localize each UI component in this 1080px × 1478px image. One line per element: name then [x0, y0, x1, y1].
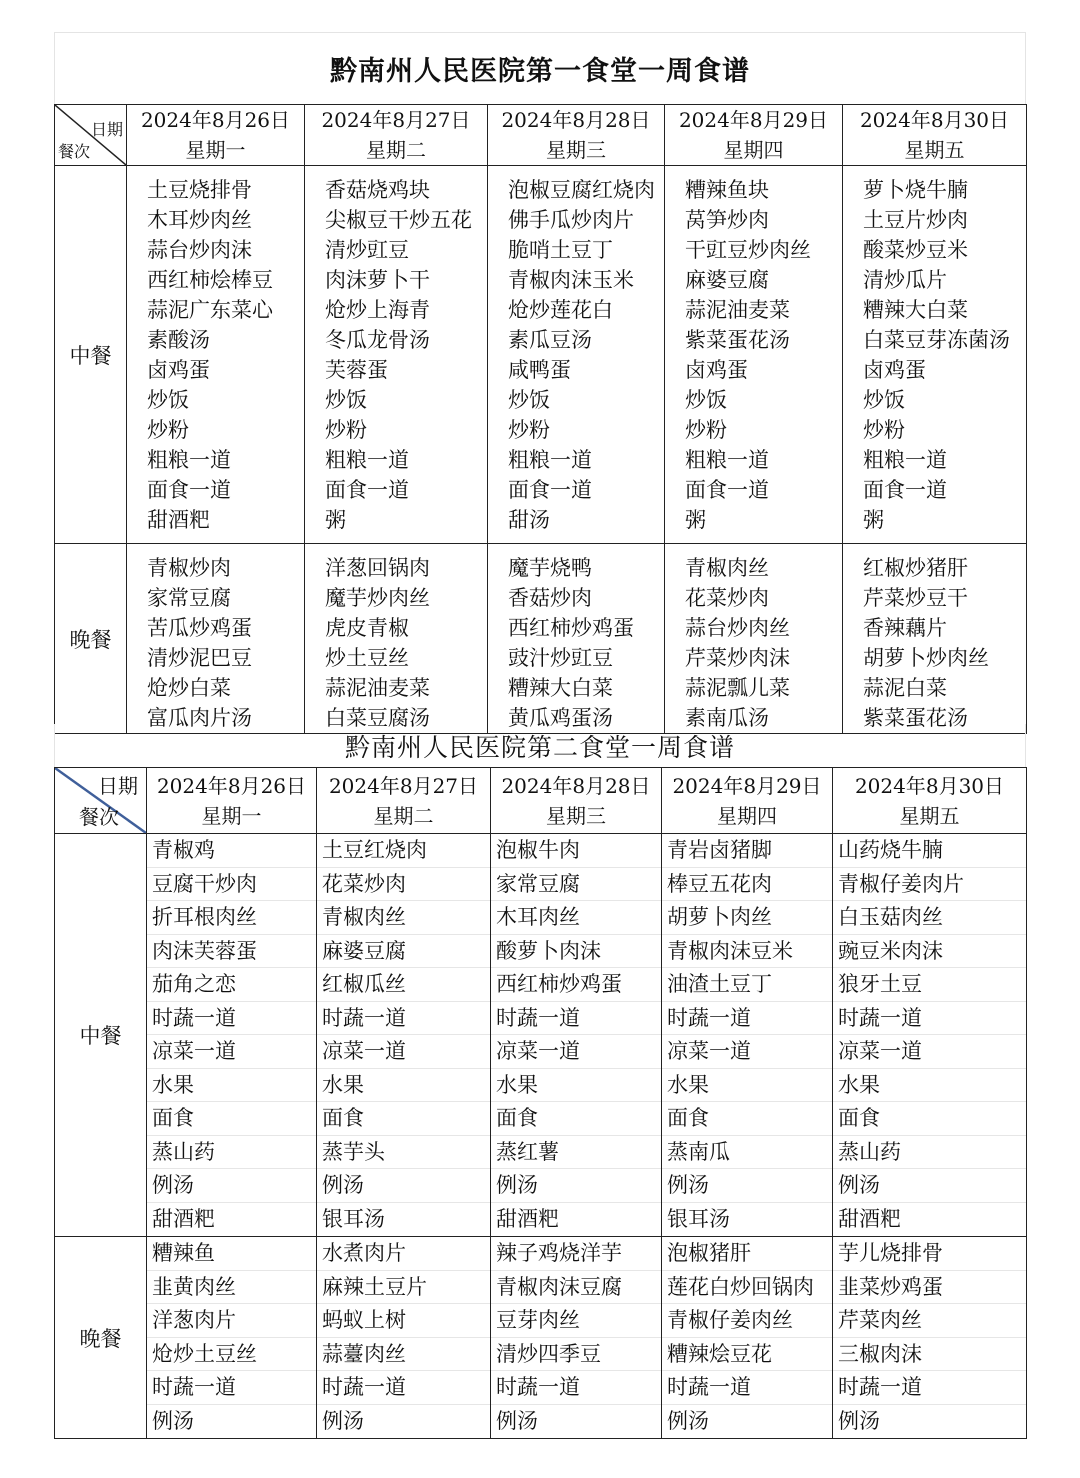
canteen2-menu-table	[54, 767, 1027, 1439]
day-header	[488, 105, 665, 166]
day-date: 2024年8月30日	[854, 773, 1005, 798]
menu-item: 炒饭	[508, 388, 550, 412]
menu-item: 蒸芋头	[317, 1136, 490, 1170]
menu-item: 青椒肉沫豆腐	[491, 1271, 661, 1305]
menu-item: 三椒肉沫	[833, 1338, 1026, 1372]
menu-item: 清炒瓜片	[863, 268, 947, 292]
canteen1-title: 黔南州人民医院第一食堂一周食谱	[54, 32, 1026, 104]
menu-item: 面食	[147, 1102, 316, 1136]
menu-cell	[317, 834, 491, 1237]
menu-item: 面食一道	[508, 478, 592, 502]
menu-item: 豉汁炒豇豆	[508, 646, 613, 670]
menu-cell	[843, 544, 1027, 734]
corner-date-label: 日期	[90, 120, 123, 139]
day-date: 2024年8月26日	[156, 773, 307, 798]
menu-item: 时蔬一道	[317, 1002, 490, 1036]
menu-item: 蒸南瓜	[662, 1136, 832, 1170]
menu-item: 凉菜一道	[147, 1035, 316, 1069]
menu-item: 辣子鸡烧洋芋	[491, 1237, 661, 1271]
day-weekday: 星期四	[717, 803, 777, 828]
menu-item: 干豇豆炒肉丝	[685, 238, 811, 262]
lunch-label: 中餐	[55, 834, 147, 1237]
menu-item: 炝炒莲花白	[508, 298, 613, 322]
menu-item: 棒豆五花肉	[662, 868, 832, 902]
day-date: 2024年8月26日	[140, 108, 291, 132]
canteen2-header-row	[55, 768, 1027, 834]
canteen1-lunch-row	[55, 166, 1027, 544]
menu-item: 芹菜炒豆干	[863, 586, 968, 610]
menu-item: 清炒泥巴豆	[147, 646, 252, 670]
menu-item: 水果	[833, 1069, 1026, 1103]
day-header	[843, 105, 1027, 166]
menu-item: 魔芋炒肉丝	[325, 586, 430, 610]
menu-item: 例汤	[833, 1169, 1026, 1203]
day-weekday: 星期五	[899, 803, 960, 828]
menu-cell	[127, 166, 305, 544]
menu-item: 蒜泥白菜	[863, 676, 947, 700]
menu-item: 面食	[833, 1102, 1026, 1136]
menu-item: 凉菜一道	[491, 1035, 661, 1069]
menu-item: 水果	[491, 1069, 661, 1103]
day-header	[665, 105, 843, 166]
menu-item: 脆哨土豆丁	[508, 238, 613, 262]
menu-item: 甜酒粑	[152, 1206, 215, 1231]
menu-cell	[491, 834, 662, 1237]
menu-item: 土豆红烧肉	[317, 834, 490, 868]
day-weekday: 星期四	[723, 138, 784, 162]
menu-item: 例汤	[317, 1169, 490, 1203]
menu-item: 蒸山药	[147, 1136, 316, 1170]
menu-item: 糟辣鱼	[147, 1237, 316, 1271]
menu-item: 凉菜一道	[833, 1035, 1026, 1069]
canteen1-menu-table	[54, 104, 1027, 734]
menu-item: 粗粮一道	[508, 448, 592, 472]
menu-cell	[665, 544, 843, 734]
menu-item: 粗粮一道	[685, 448, 769, 472]
menu-item: 例汤	[838, 1408, 880, 1433]
menu-item: 例汤	[667, 1408, 709, 1433]
day-date: 2024年8月29日	[672, 773, 822, 798]
canteen1-header-row	[55, 105, 1027, 166]
menu-item: 糟辣鱼块	[685, 178, 769, 202]
menu-item: 花菜炒肉	[685, 586, 769, 610]
menu-item: 芙蓉蛋	[325, 358, 388, 382]
dinner-label: 晚餐	[55, 1237, 147, 1439]
day-date: 2024年8月29日	[678, 108, 829, 132]
menu-item: 白菜豆腐汤	[325, 706, 430, 730]
menu-item: 面食	[662, 1102, 832, 1136]
menu-item: 炒粉	[685, 418, 727, 442]
menu-item: 虎皮青椒	[325, 616, 409, 640]
menu-item: 青椒炒肉	[147, 556, 231, 580]
menu-item: 韭菜炒鸡蛋	[833, 1271, 1026, 1305]
menu-item: 紫菜蛋花汤	[685, 328, 790, 352]
menu-item: 面食一道	[863, 478, 947, 502]
menu-item: 豆腐干炒肉	[147, 868, 316, 902]
menu-item: 酸萝卜肉沫	[491, 935, 661, 969]
day-header	[662, 768, 833, 834]
menu-item: 麻婆豆腐	[685, 268, 769, 292]
menu-item: 蒜薹肉丝	[317, 1338, 490, 1372]
menu-item: 炒饭	[325, 388, 367, 412]
menu-item: 蒜泥瓢儿菜	[685, 676, 790, 700]
menu-item: 糟辣大白菜	[863, 298, 968, 322]
day-header	[127, 105, 305, 166]
menu-item: 苦瓜炒鸡蛋	[147, 616, 252, 640]
menu-item: 面食一道	[147, 478, 231, 502]
menu-item: 素瓜豆汤	[508, 328, 592, 352]
menu-cell	[147, 1237, 317, 1439]
menu-item: 西红柿烩棒豆	[147, 268, 273, 292]
menu-item: 佛手瓜炒肉片	[508, 208, 634, 232]
dinner-label: 晚餐	[55, 544, 127, 734]
day-weekday: 星期一	[185, 138, 246, 162]
menu-item: 狼牙土豆	[833, 968, 1026, 1002]
menu-item: 时蔬一道	[833, 1002, 1026, 1036]
menu-cell	[305, 544, 488, 734]
menu-item: 粗粮一道	[147, 448, 231, 472]
menu-item: 粗粮一道	[863, 448, 947, 472]
menu-item: 面食	[491, 1102, 661, 1136]
menu-item: 青椒肉沫玉米	[508, 268, 634, 292]
menu-item: 面食一道	[325, 478, 409, 502]
menu-item: 时蔬一道	[491, 1002, 661, 1036]
menu-item: 白玉菇肉丝	[833, 901, 1026, 935]
menu-item: 木耳肉丝	[491, 901, 661, 935]
canteen1-dinner-row	[55, 544, 1027, 734]
menu-item: 冬瓜龙骨汤	[325, 328, 430, 352]
menu-cell	[305, 166, 488, 544]
menu-item: 泡椒豆腐红烧肉	[508, 178, 655, 202]
menu-item: 豌豆米肉沫	[833, 935, 1026, 969]
corner-meal-label: 餐次	[58, 142, 91, 161]
menu-item: 土豆烧排骨	[147, 178, 252, 202]
menu-item: 黄瓜鸡蛋汤	[508, 706, 613, 730]
menu-item: 炒饭	[147, 388, 189, 412]
menu-item: 蒸山药	[833, 1136, 1026, 1170]
menu-item: 时蔬一道	[147, 1371, 316, 1405]
menu-item: 胡萝卜炒肉丝	[863, 646, 989, 670]
menu-item: 炒粉	[147, 418, 189, 442]
menu-cell	[488, 166, 665, 544]
menu-item: 莲花白炒回锅肉	[662, 1271, 832, 1305]
menu-item: 炒粉	[508, 418, 550, 442]
menu-item: 例汤	[152, 1408, 194, 1433]
menu-item: 魔芋烧鸭	[508, 556, 592, 580]
menu-cell	[662, 834, 833, 1237]
canteen2-lunch-row	[55, 834, 1027, 1237]
menu-cell	[491, 1237, 662, 1439]
menu-item: 清炒豇豆	[325, 238, 409, 262]
menu-item: 水煮肉片	[317, 1237, 490, 1271]
menu-item: 西红柿炒鸡蛋	[491, 968, 661, 1002]
menu-item: 时蔬一道	[317, 1371, 490, 1405]
menu-item: 山药烧牛腩	[833, 834, 1026, 868]
menu-item: 时蔬一道	[147, 1002, 316, 1036]
menu-item: 甜酒粑	[838, 1206, 901, 1231]
menu-item: 银耳汤	[322, 1206, 385, 1231]
menu-item: 蒜泥油麦菜	[685, 298, 790, 322]
menu-cell	[127, 544, 305, 734]
menu-item: 家常豆腐	[147, 586, 231, 610]
menu-item: 卤鸡蛋	[863, 358, 926, 382]
menu-item: 清炒四季豆	[491, 1338, 661, 1372]
day-weekday: 星期三	[546, 138, 606, 162]
menu-item: 莴笋炒肉	[685, 208, 769, 232]
menu-item: 银耳汤	[667, 1206, 730, 1231]
menu-item: 炝炒白菜	[147, 676, 231, 700]
day-weekday: 星期五	[904, 138, 965, 162]
menu-item: 折耳根肉丝	[147, 901, 316, 935]
canteen1-corner-cell	[55, 105, 127, 166]
menu-item: 豆芽肉丝	[491, 1304, 661, 1338]
menu-item: 卤鸡蛋	[147, 358, 210, 382]
menu-item: 洋葱回锅肉	[325, 556, 430, 580]
menu-item: 青椒仔姜肉片	[833, 868, 1026, 902]
menu-item: 例汤	[662, 1169, 832, 1203]
menu-item: 青岩卤猪脚	[662, 834, 832, 868]
menu-item: 茄角之恋	[147, 968, 316, 1002]
menu-item: 例汤	[147, 1169, 316, 1203]
menu-item: 西红柿炒鸡蛋	[508, 616, 634, 640]
menu-cell	[843, 166, 1027, 544]
menu-cell	[662, 1237, 833, 1439]
day-header	[317, 768, 491, 834]
menu-item: 炒饭	[685, 388, 727, 412]
menu-item: 卤鸡蛋	[685, 358, 748, 382]
corner-date-label: 日期	[98, 774, 138, 798]
day-weekday: 星期二	[366, 138, 426, 162]
menu-item: 萝卜烧牛腩	[863, 178, 968, 202]
menu-item: 芋儿烧排骨	[833, 1237, 1026, 1271]
menu-item: 肉沫芙蓉蛋	[147, 935, 316, 969]
menu-item: 蒜泥油麦菜	[325, 676, 430, 700]
menu-item: 粗粮一道	[325, 448, 409, 472]
menu-item: 水果	[147, 1069, 316, 1103]
menu-item: 时蔬一道	[662, 1002, 832, 1036]
day-header	[833, 768, 1027, 834]
menu-item: 芹菜炒肉沫	[685, 646, 790, 670]
day-date: 2024年8月27日	[328, 773, 479, 798]
menu-item: 炒饭	[863, 388, 905, 412]
menu-item: 麻婆豆腐	[317, 935, 490, 969]
menu-item: 粥	[685, 508, 706, 532]
menu-item: 甜汤	[508, 508, 550, 532]
menu-item: 甜酒粑	[496, 1206, 559, 1231]
day-date: 2024年8月28日	[501, 773, 651, 798]
canteen2-dinner-row	[55, 1237, 1027, 1439]
day-header	[147, 768, 317, 834]
menu-item: 炒粉	[863, 418, 905, 442]
menu-item: 面食	[317, 1102, 490, 1136]
menu-item: 时蔬一道	[491, 1371, 661, 1405]
menu-item: 青椒肉丝	[685, 556, 769, 580]
menu-item: 粥	[325, 508, 346, 532]
menu-item: 油渣土豆丁	[662, 968, 832, 1002]
menu-item: 水果	[662, 1069, 832, 1103]
menu-item: 糟辣大白菜	[508, 676, 613, 700]
menu-item: 咸鸭蛋	[508, 358, 571, 382]
menu-item: 芹菜肉丝	[833, 1304, 1026, 1338]
menu-item: 蒜泥广东菜心	[147, 298, 273, 322]
menu-item: 韭黄肉丝	[147, 1271, 316, 1305]
menu-item: 白菜豆芽冻菌汤	[863, 328, 1010, 352]
menu-item: 香辣藕片	[863, 616, 947, 640]
menu-item: 蒜台炒肉丝	[685, 616, 790, 640]
corner-meal-label: 餐次	[79, 805, 119, 829]
menu-item: 紫菜蛋花汤	[863, 706, 968, 730]
menu-item: 素酸汤	[147, 328, 210, 352]
menu-item: 木耳炒肉丝	[147, 208, 252, 232]
menu-item: 例汤	[496, 1408, 538, 1433]
day-header	[491, 768, 662, 834]
menu-item: 素南瓜汤	[685, 706, 769, 730]
menu-item: 香菇烧鸡块	[325, 178, 430, 202]
menu-item: 例汤	[491, 1169, 661, 1203]
menu-item: 甜酒粑	[147, 508, 210, 532]
menu-item: 粥	[863, 508, 884, 532]
menu-item: 炝炒土豆丝	[147, 1338, 316, 1372]
menu-cell	[665, 166, 843, 544]
lunch-label: 中餐	[55, 166, 127, 544]
menu-item: 胡萝卜肉丝	[662, 901, 832, 935]
day-date: 2024年8月27日	[321, 108, 471, 132]
menu-item: 例汤	[322, 1408, 364, 1433]
day-date: 2024年8月30日	[859, 108, 1010, 132]
canteen2-title: 黔南州人民医院第二食堂一周食谱	[54, 724, 1026, 767]
menu-item: 酸菜炒豆米	[863, 238, 968, 262]
menu-item: 肉沫萝卜干	[325, 268, 430, 292]
menu-cell	[833, 1237, 1027, 1439]
menu-item: 红椒炒猪肝	[863, 556, 968, 580]
menu-item: 麻辣土豆片	[317, 1271, 490, 1305]
menu-item: 时蔬一道	[833, 1371, 1026, 1405]
day-weekday: 星期三	[546, 803, 606, 828]
menu-item: 炒土豆丝	[325, 646, 409, 670]
menu-item: 青椒肉沫豆米	[662, 935, 832, 969]
menu-item: 炒粉	[325, 418, 367, 442]
menu-item: 炝炒上海青	[325, 298, 430, 322]
menu-item: 凉菜一道	[662, 1035, 832, 1069]
menu-item: 泡椒牛肉	[491, 834, 661, 868]
menu-item: 洋葱肉片	[147, 1304, 316, 1338]
menu-item: 糟辣烩豆花	[662, 1338, 832, 1372]
menu-item: 时蔬一道	[662, 1371, 832, 1405]
day-weekday: 星期一	[201, 803, 262, 828]
menu-item: 尖椒豆干炒五花	[325, 208, 472, 232]
menu-item: 水果	[317, 1069, 490, 1103]
menu-item: 凉菜一道	[317, 1035, 490, 1069]
day-date: 2024年8月28日	[501, 108, 651, 132]
menu-cell	[833, 834, 1027, 1237]
menu-item: 蚂蚁上树	[317, 1304, 490, 1338]
canteen2-sheet	[54, 724, 1026, 1439]
menu-item: 家常豆腐	[491, 868, 661, 902]
menu-item: 富瓜肉片汤	[147, 706, 252, 730]
day-weekday: 星期二	[373, 803, 434, 828]
day-header	[305, 105, 488, 166]
menu-item: 香菇炒肉	[508, 586, 592, 610]
canteen1-sheet	[54, 32, 1026, 734]
menu-item: 青椒鸡	[147, 834, 316, 868]
menu-item: 青椒肉丝	[317, 901, 490, 935]
menu-cell	[488, 544, 665, 734]
menu-item: 青椒仔姜肉丝	[662, 1304, 832, 1338]
menu-item: 土豆片炒肉	[863, 208, 968, 232]
menu-item: 蒜台炒肉沫	[147, 238, 252, 262]
menu-item: 面食一道	[685, 478, 769, 502]
canteen2-corner-cell	[55, 768, 147, 834]
menu-item: 红椒瓜丝	[317, 968, 490, 1002]
menu-item: 蒸红薯	[491, 1136, 661, 1170]
menu-item: 花菜炒肉	[317, 868, 490, 902]
menu-cell	[317, 1237, 491, 1439]
menu-cell	[147, 834, 317, 1237]
menu-item: 泡椒猪肝	[662, 1237, 832, 1271]
